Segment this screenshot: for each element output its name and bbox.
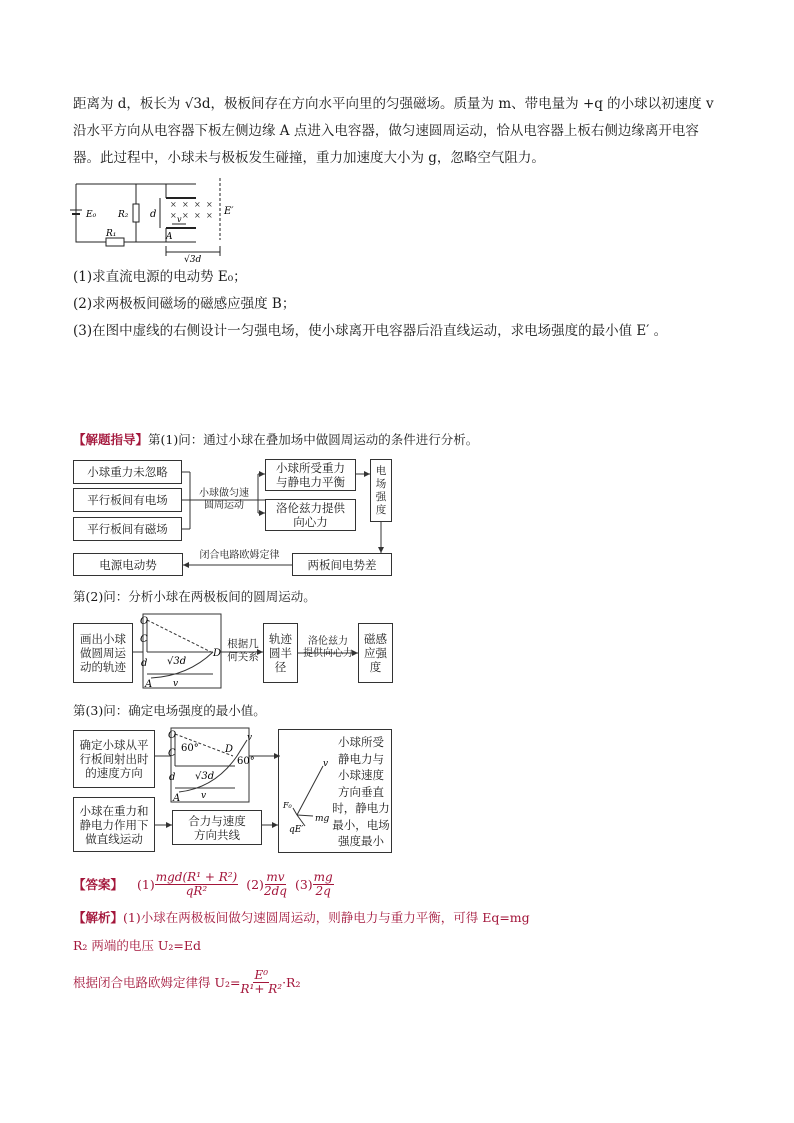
fc1-efield-strength-box: 电 场 强 度 xyxy=(370,459,392,522)
answer-label: 【答案】 xyxy=(73,877,124,892)
answer-3-prefix: (3) xyxy=(294,876,313,892)
answer-2-den: 2dq xyxy=(263,883,287,898)
guide-title: 【解题指导】 xyxy=(73,432,149,447)
answer-1-prefix: (1) xyxy=(137,876,155,892)
fc3-velocity-direction-box: 确定小球从平 行板间射出时 的速度方向 xyxy=(73,730,155,788)
analysis-line-3-num: E⁰ xyxy=(254,967,269,982)
circuit-a: A xyxy=(166,232,173,242)
problem-line-1: 距离为 d，板长为 √3d，极板间存在方向水平向里的匀强磁场。质量为 m、带电量为 +q 的小球以初速度 v xyxy=(73,96,714,112)
answer-2-num: mv xyxy=(266,869,285,884)
answer-2-prefix: (2) xyxy=(246,876,264,892)
analysis-line-1-text: (1)小球在两极板间做匀速圆周运动，则静电力与重力平衡，可得 Eq=mg xyxy=(123,910,530,925)
fc2-d: d xyxy=(141,658,148,669)
fc3-len: √3d xyxy=(195,771,215,782)
fc3-c: C xyxy=(168,748,176,759)
field-cross: × xyxy=(194,200,201,209)
fc3-qe: qE′ xyxy=(289,825,304,835)
fc2-c: C xyxy=(140,634,148,645)
analysis-line-3 xyxy=(73,962,300,1002)
answer-3-den: 2q xyxy=(315,883,331,898)
problem-line-3: 器。此过程中，小球未与极板发生碰撞，重力加速度大小为 g，忽略空气阻力。 xyxy=(73,150,545,166)
question-2: (2)求两极板间磁场的磁感应强度 B； xyxy=(73,296,296,312)
fc3-force-diagram xyxy=(279,750,339,850)
guide-part2-intro: 第(2)问：分析小球在两极板间的圆周运动。 xyxy=(73,589,316,604)
fc3-min-field-text: 小球所受 静电力与 小球速度 方向垂直 时，静电力 最小，电场 强度最小 xyxy=(332,735,390,848)
circuit-e0: E₀ xyxy=(86,210,97,220)
circuit-v: v xyxy=(177,215,182,224)
answer-1-num: mgd(R¹ + R²) xyxy=(155,869,238,884)
field-cross: × xyxy=(170,200,177,209)
analysis-label: 【解析】 xyxy=(73,910,124,925)
question-3: (3)在图中虚线的右侧设计一匀强电场，使小球离开电容器后沿直线运动，求电场强度的最小值 E′ 。 xyxy=(73,323,668,339)
analysis-line-3-suffix: ·R₂ xyxy=(282,974,301,990)
answer-2-fraction xyxy=(264,871,287,898)
fc3-dpt: D xyxy=(225,744,234,755)
field-cross: × xyxy=(182,200,189,209)
fc3-arrow-2 xyxy=(155,820,172,830)
fc2-o: O xyxy=(140,616,149,627)
fc3-a: A xyxy=(173,793,181,804)
fc3-min-field-panel xyxy=(278,729,392,853)
answer-3-fraction xyxy=(313,871,334,898)
fc3-ang1: 60° xyxy=(181,743,199,754)
circuit-len: √3d xyxy=(184,255,202,264)
fc1-balance-box: 小球所受重力 与静电力平衡 xyxy=(265,459,356,491)
fc1-ohm-law-label: 闭合电路欧姆定律 xyxy=(199,550,280,561)
fc3-arrow-3 xyxy=(262,820,278,830)
fc3-v-top: v xyxy=(247,733,253,743)
fc3-collinear-box: 合力与速度 方向共线 xyxy=(172,810,262,845)
fc3-straight-motion-box: 小球在重力和 静电力作用下 做直线运动 xyxy=(73,797,155,852)
field-cross: × xyxy=(206,211,213,220)
guide-part3-intro: 第(3)问：确定电场强度的最小值。 xyxy=(73,703,266,718)
answer-1-fraction xyxy=(155,871,238,898)
problem-line-2: 沿水平方向从电容器下板左侧边缘 A 点进入电容器，做匀速圆周运动，恰从电容器上板右侧边缘离开电容 xyxy=(73,123,699,139)
answer-line xyxy=(73,864,334,904)
fc3-o: O xyxy=(168,730,177,741)
answer-1-den: qR² xyxy=(185,883,208,898)
fc2-b-strength-box: 磁感 应强 度 xyxy=(358,623,393,683)
analysis-line-3-prefix: 根据闭合电路欧姆定律得 U₂= xyxy=(73,975,241,990)
fc1-bfield-box: 平行板间有磁场 xyxy=(73,517,182,541)
fc1-efield-box: 平行板间有电场 xyxy=(73,488,182,512)
fc3-d: d xyxy=(169,772,176,783)
fc1-uniform-circle-label: 小球做匀速 圆周运动 xyxy=(199,488,249,511)
fc1-gravity-box: 小球重力未忽略 xyxy=(73,460,182,484)
fc2-geometry-label: 根据几 何关系 xyxy=(227,638,259,663)
fc2-draw-trajectory-box: 画出小球 做圆周运 动的轨迹 xyxy=(73,623,133,683)
field-cross: × xyxy=(194,211,201,220)
fc3-v-vec: v xyxy=(323,759,329,769)
fc3-trajectory-figure xyxy=(155,726,280,806)
fc3-ang2: 60° xyxy=(237,756,255,767)
fc1-lorentz-box: 洛伦兹力提供 向心力 xyxy=(265,499,356,531)
field-cross: × xyxy=(170,211,177,220)
fc1-voltage-box: 两板间电势差 xyxy=(292,553,392,576)
analysis-line-2: R₂ 两端的电压 U₂=Ed xyxy=(73,938,202,953)
circuit-eprime: E′ xyxy=(224,206,234,217)
analysis-line-3-fraction xyxy=(241,969,283,996)
circuit-r2: R₂ xyxy=(118,210,129,220)
circuit-r1: R₁ xyxy=(106,229,117,239)
fc1-emf-box: 电源电动势 xyxy=(73,553,183,576)
fc3-v-bottom: v xyxy=(201,791,207,801)
fc2-dpt: D xyxy=(213,648,222,659)
field-cross: × xyxy=(206,200,213,209)
fc2-lorentz-label: 洛伦兹力 提供向心力 xyxy=(303,636,353,659)
fc2-radius-box: 轨迹 圆半 径 xyxy=(263,623,298,683)
circuit-d: d xyxy=(150,209,157,220)
analysis-line-3-den: R¹+ R² xyxy=(240,981,283,996)
field-cross: × xyxy=(182,211,189,220)
fc3-f: F₀ xyxy=(283,801,292,810)
guide-part1-text: 第(1)问：通过小球在叠加场中做圆周运动的条件进行分析。 xyxy=(148,432,479,447)
question-1: (1)求直流电源的电动势 E₀； xyxy=(73,269,247,285)
answer-3-num: mg xyxy=(313,869,333,884)
fc2-a: A xyxy=(145,679,153,690)
fc2-v: v xyxy=(173,679,179,689)
analysis-line-1 xyxy=(73,908,530,928)
fc3-mg: mg xyxy=(315,814,330,824)
fc2-len: √3d xyxy=(167,656,187,667)
